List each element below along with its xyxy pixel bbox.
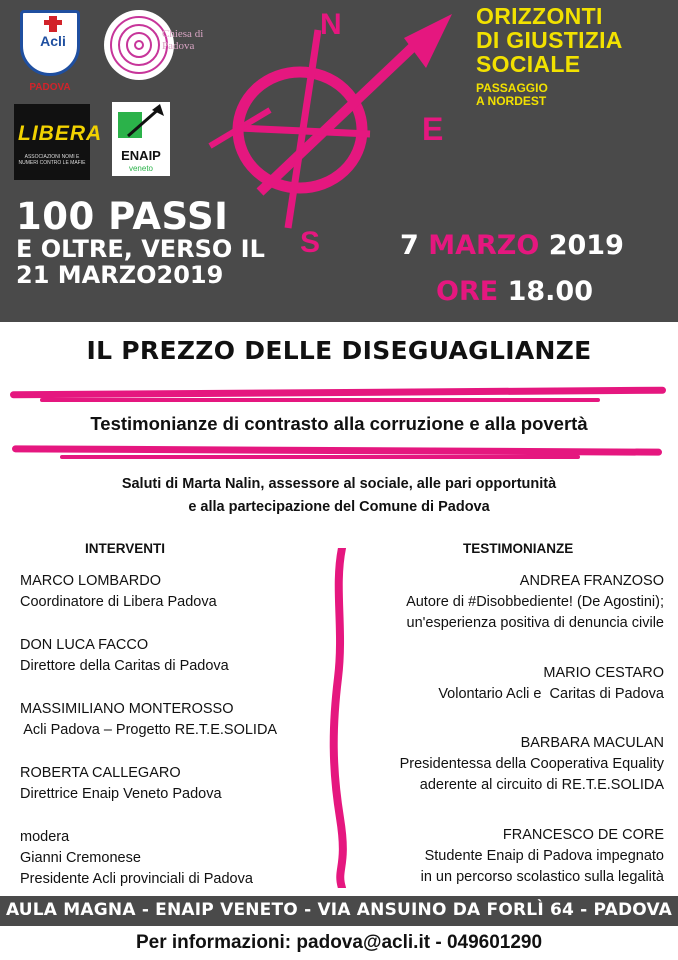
email-link[interactable]: padova@acli.it <box>296 932 431 953</box>
phone-number[interactable]: 049601290 <box>446 932 543 953</box>
speaker-item: ROBERTA CALLEGARO Direttrice Enaip Veneto Padova <box>20 765 222 802</box>
contact-info: Per informazioni: padova@acli.it - 049601290 <box>135 932 543 953</box>
project-headline: ORIZZONTI DI GIUSTIZIA SOCIALE <box>476 3 623 77</box>
compass-letter-n: N <box>320 8 342 41</box>
pink-brush-stroke-top-2 <box>40 398 600 402</box>
testimonial-item: MARIO CESTARO Volontario Acli e Caritas di Padova <box>438 665 664 702</box>
passi-title: 100 PASSI E OLTRE, VERSO IL 21 MARZO2019 <box>16 195 265 289</box>
pink-divider <box>328 548 350 888</box>
greetings: Saluti di Marta Nalin, assessore al sociale, alle pari opportunità e alla partecipazione del Comune di Padova <box>121 476 557 515</box>
acli-shield-icon: Acli <box>20 10 80 76</box>
testimonial-item: ANDREA FRANZOSO Autore di #Disobbediente! (De Agostini); un'esperienza positiva di denuncia civile <box>406 573 664 631</box>
pink-brush-stroke-bottom-2 <box>60 455 580 459</box>
testimonianze-heading: TESTIMONIANZE <box>463 541 574 556</box>
chiesa-logo-text: Chiesa di Padova <box>162 28 204 52</box>
compass-letter-e: E <box>422 111 444 147</box>
moderator-item: modera Gianni Cremonese Presidente Acli provinciali di Padova <box>20 829 253 887</box>
enaip-logo: ENAIP veneto <box>112 102 170 176</box>
speaker-item: MASSIMILIANO MONTEROSSO Acli Padova – Progetto RE.T.E.SOLIDA <box>20 701 278 738</box>
acli-city: PADOVA <box>29 82 71 93</box>
enaip-arrow-icon <box>112 102 170 146</box>
event-time: ORE 18.00 <box>436 276 593 307</box>
page-subtitle: Testimonianze di contrasto alla corruzione e alla povertà <box>90 413 588 434</box>
acli-logo <box>16 6 84 98</box>
venue-address: AULA MAGNA - ENAIP VENETO - VIA ANSUINO DA FORLÌ 64 - PADOVA <box>5 900 673 920</box>
project-subheadline: PASSAGGIO A NORDEST <box>476 81 548 108</box>
libera-logo: LIBERA ASSOCIAZIONI NOMI E NUMERI CONTRO LE MAFIE <box>14 104 90 180</box>
testimonial-item: FRANCESCO DE CORE Studente Enaip di Padova impegnato in un percorso scolastico sulla legalità <box>420 827 664 885</box>
testimonial-item: BARBARA MACULAN Presidentessa della Cooperativa Equality aderente al circuito di RE.T.E.SOLIDA <box>399 735 664 793</box>
pink-brush-stroke-top <box>10 387 666 399</box>
speaker-item: MARCO LOMBARDO Coordinatore di Libera Padova <box>20 573 217 610</box>
interventi-heading: INTERVENTI <box>85 541 166 556</box>
compass-letter-s: S <box>300 226 321 259</box>
speaker-item: DON LUCA FACCO Direttore della Caritas di Padova <box>20 637 229 674</box>
event-date: 7 MARZO 2019 <box>400 230 624 261</box>
page-title: IL PREZZO DELLE DISEGUAGLIANZE <box>86 336 592 365</box>
